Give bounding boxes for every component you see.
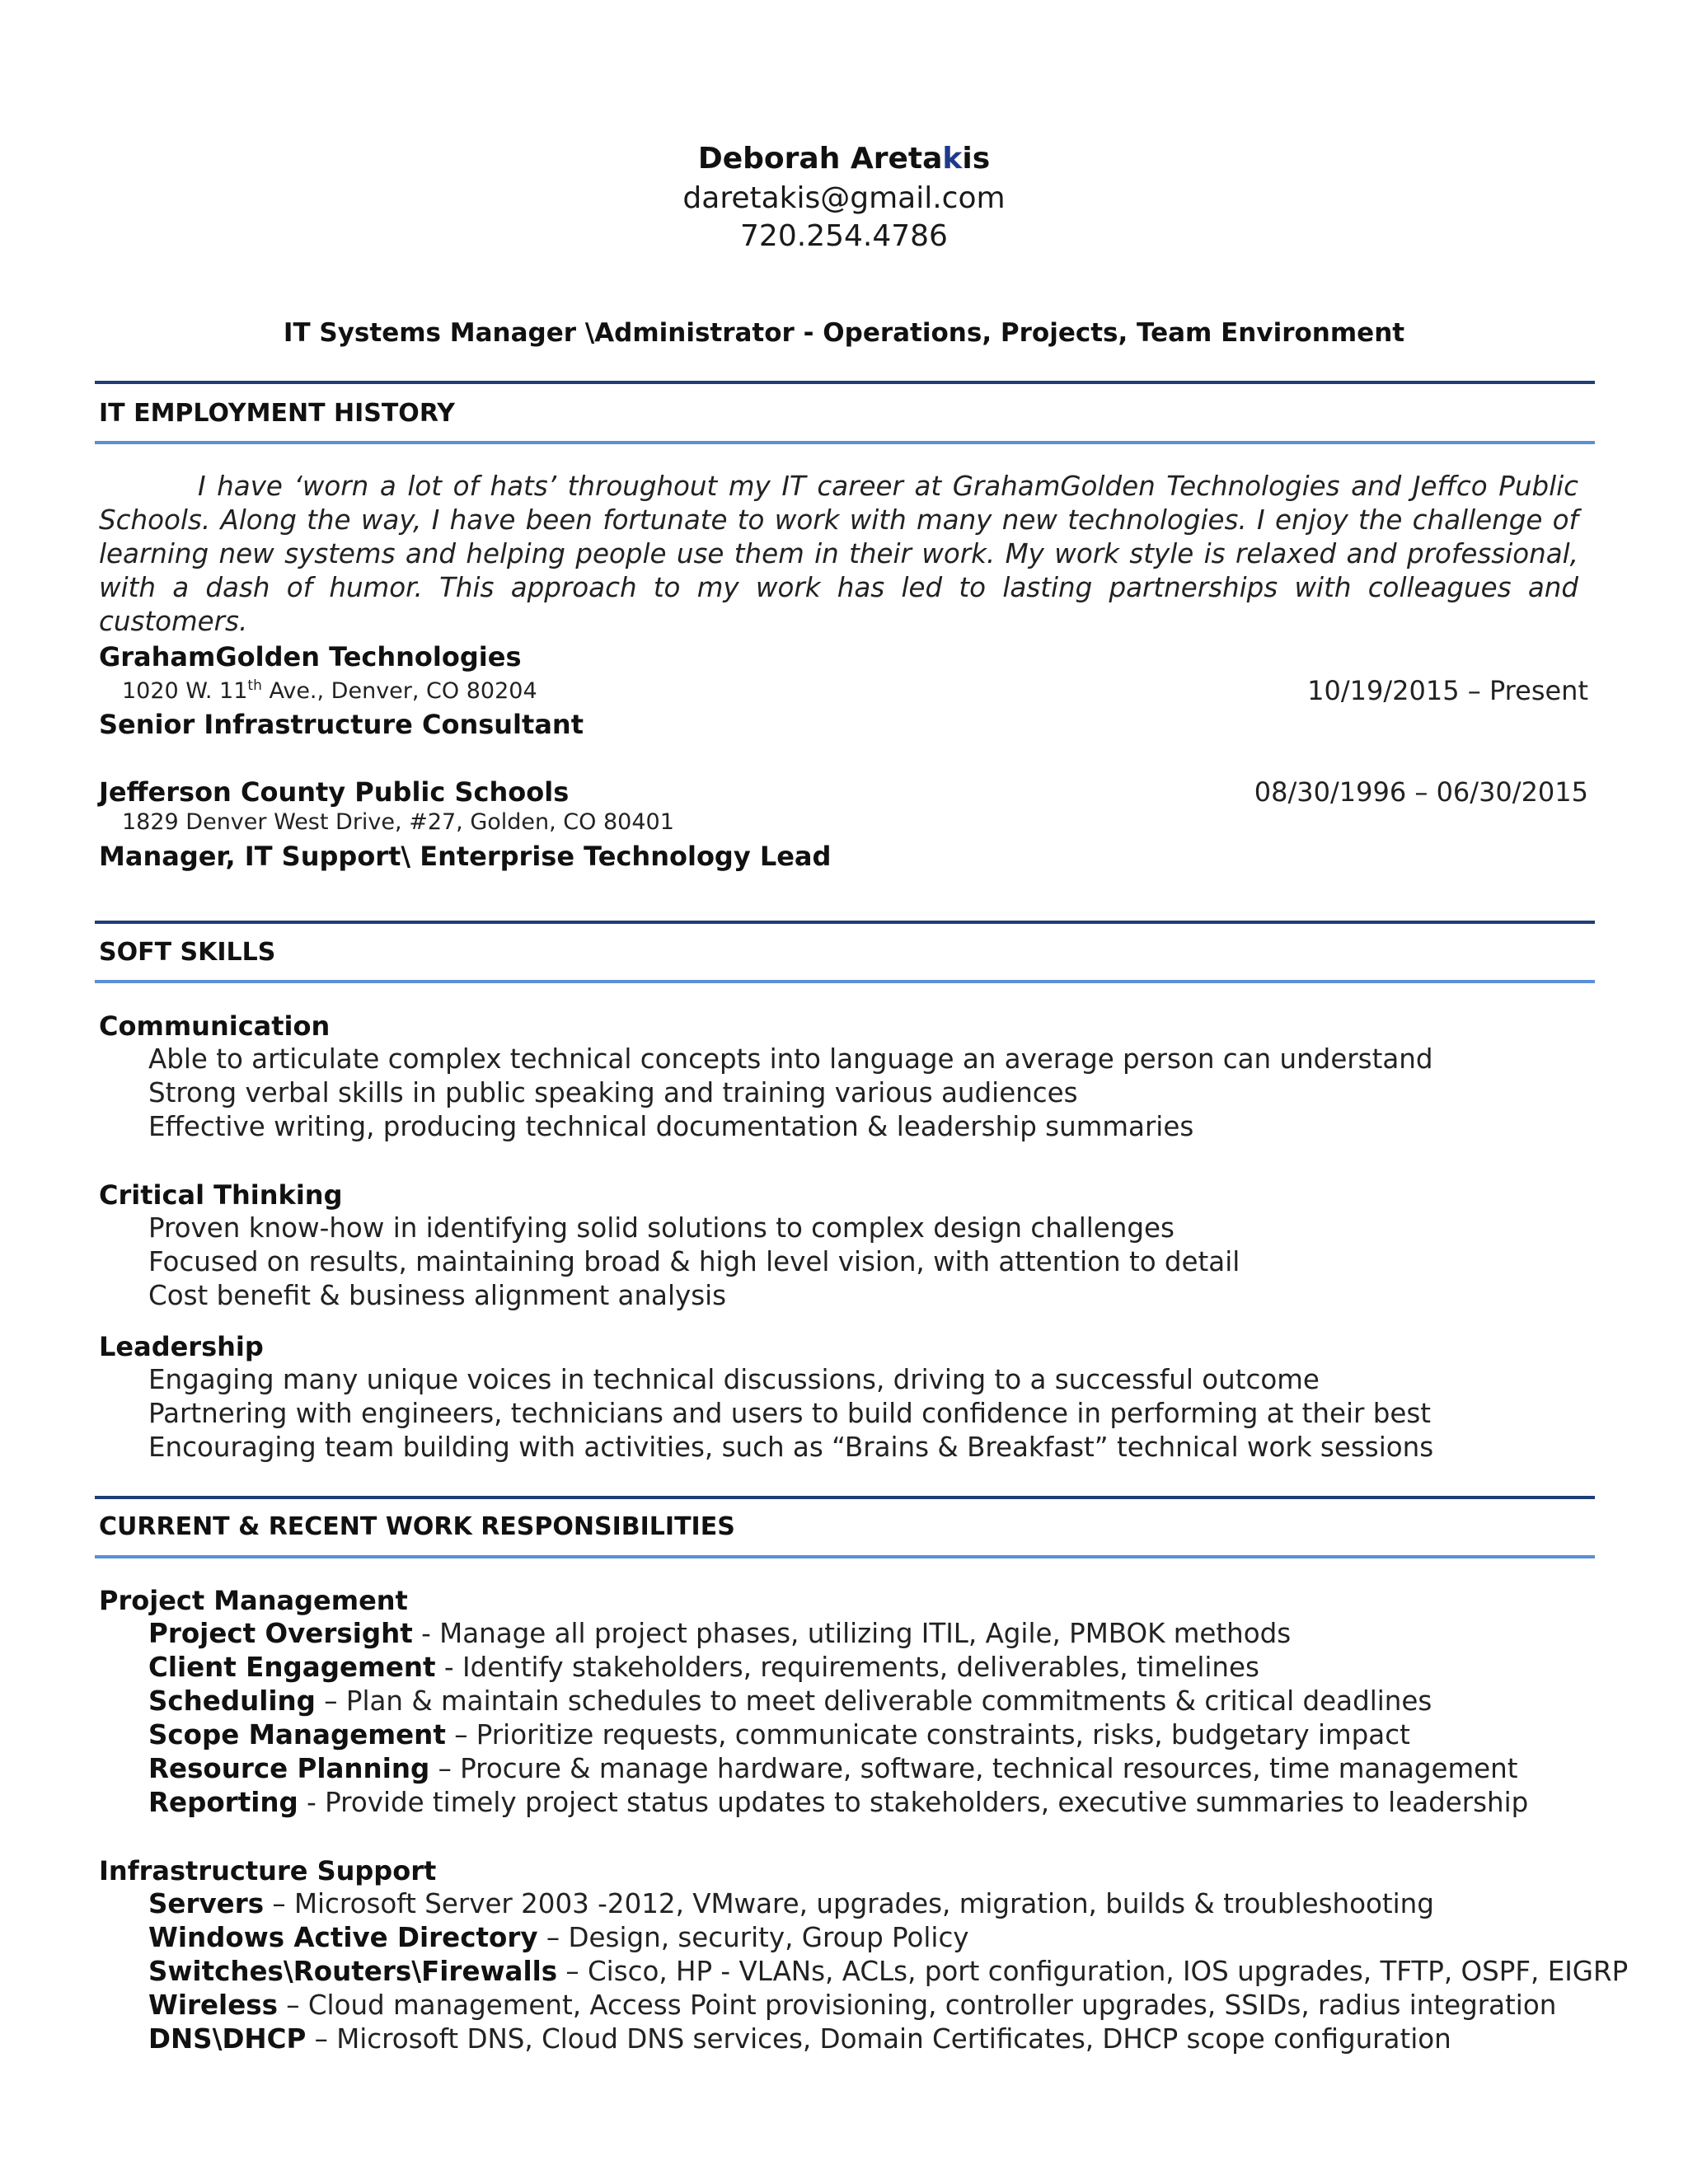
skill-item: Cost benefit & business alignment analysis [148, 1280, 727, 1311]
skill-heading: Critical Thinking [99, 1179, 343, 1211]
section-title-soft-skills: SOFT SKILLS [99, 938, 276, 967]
responsibility-label: Resource Planning [148, 1753, 430, 1784]
responsibility-item [148, 1888, 1434, 1919]
responsibility-label: Wireless [148, 1990, 278, 2021]
section-rule-bottom [95, 1555, 1595, 1558]
skill-item: Encouraging team building with activities, such as “Brains & Breakfast” technical work sessions [148, 1432, 1434, 1463]
responsibility-text: – Plan & maintain schedules to meet deliverable commitments & critical deadlines [315, 1685, 1432, 1717]
job-org: GrahamGolden Technologies [99, 641, 522, 673]
section-rule-top [95, 381, 1595, 384]
responsibility-text: - Manage all project phases, utilizing ITIL, Agile, PMBOK methods [412, 1618, 1292, 1649]
responsibility-text: – Prioritize requests, communicate constraints, risks, budgetary impact [445, 1719, 1410, 1750]
address-part: Ave., Denver, CO 80204 [261, 678, 537, 704]
responsibility-item [148, 1956, 1628, 1987]
section-rule-top [95, 921, 1595, 924]
responsibility-item [148, 1990, 1556, 2021]
address-superscript: th [247, 677, 262, 694]
skill-item: Effective writing, producing technical documentation & leadership summaries [148, 1111, 1194, 1142]
responsibility-label: Servers [148, 1888, 265, 1919]
job-address [122, 677, 537, 704]
responsibility-text: - Identify stakeholders, requirements, deliverables, timelines [435, 1652, 1259, 1683]
skill-item: Able to articulate complex technical concepts into language an average person can understand [148, 1043, 1433, 1075]
section-rule-bottom [95, 980, 1595, 983]
skill-item: Strong verbal skills in public speaking and training various audiences [148, 1077, 1078, 1108]
responsibility-heading: Project Management [99, 1585, 408, 1616]
responsibility-text: – Design, security, Group Policy [537, 1922, 969, 1953]
responsibility-item [148, 1753, 1517, 1784]
candidate-name [0, 142, 1688, 176]
employment-intro: I have ‘worn a lot of hats’ throughout my IT career at GrahamGolden Technologies and Jeffco Public Schools. Along the way, I have been fortunate to work with many new technologies. I enjoy the challenge of learning new systems and helping people use them in their work. My work style is relaxed and professional, with a dash of humor. This approach to my work has led to lasting partnerships with colleagues and customers. [99, 471, 1578, 637]
responsibility-item [148, 1618, 1291, 1649]
job-org: Jefferson County Public Schools [99, 776, 570, 808]
responsibility-label: Reporting [148, 1787, 298, 1818]
responsibility-label: DNS\DHCP [148, 2023, 307, 2055]
skill-heading: Leadership [99, 1331, 264, 1362]
responsibility-text: – Cisco, HP - VLANs, ACLs, port configuration, IOS upgrades, TFTP, OSPF, EIGRP [557, 1956, 1629, 1987]
responsibility-item [148, 1922, 969, 1953]
responsibility-text: – Procure & manage hardware, software, technical resources, time management [429, 1753, 1518, 1784]
responsibility-item [148, 2023, 1451, 2055]
name-end: is [962, 142, 991, 176]
responsibility-item [148, 1787, 1528, 1818]
phone-text: 720.254.4786 [740, 219, 948, 253]
responsibility-text: – Microsoft DNS, Cloud DNS services, Domain Certificates, DHCP scope configuration [306, 2023, 1451, 2055]
responsibility-label: Client Engagement [148, 1652, 436, 1683]
section-rule-bottom [95, 441, 1595, 444]
responsibility-label: Scope Management [148, 1719, 446, 1750]
responsibility-item [148, 1685, 1432, 1717]
job-role: Manager, IT Support\ Enterprise Technology Lead [99, 841, 832, 872]
responsibility-label: Project Oversight [148, 1618, 413, 1649]
headline: IT Systems Manager \Administrator - Operations, Projects, Team Environment [283, 318, 1405, 348]
responsibility-label: Windows Active Directory [148, 1922, 538, 1953]
email-text: daretakis@gmail.com [682, 181, 1006, 215]
responsibility-text: – Cloud management, Access Point provisioning, controller upgrades, SSIDs, radius integration [277, 1990, 1557, 2021]
responsibility-text: – Microsoft Server 2003 -2012, VMware, upgrades, migration, builds & troubleshooting [264, 1888, 1434, 1919]
responsibility-item [148, 1719, 1410, 1750]
address-part: 1020 W. 11 [122, 678, 248, 704]
responsibility-heading: Infrastructure Support [99, 1855, 437, 1886]
job-address: 1829 Denver West Drive, #27, Golden, CO 80401 [122, 809, 674, 835]
name-main: Deborah Areta [697, 142, 943, 176]
responsibility-label: Switches\Routers\Firewalls [148, 1956, 558, 1987]
job-dates: 10/19/2015 – Present [1307, 675, 1588, 706]
skill-item: Focused on results, maintaining broad & high level vision, with attention to detail [148, 1246, 1240, 1277]
responsibility-item [148, 1652, 1259, 1683]
job-role: Senior Infrastructure Consultant [99, 709, 584, 740]
skill-item: Proven know-how in identifying solid solutions to complex design challenges [148, 1212, 1175, 1244]
name-accent: k [942, 142, 963, 176]
section-title-responsibilities: CURRENT & RECENT WORK RESPONSIBILITIES [99, 1512, 735, 1541]
skill-item: Partnering with engineers, technicians and users to build confidence in performing at their best [148, 1398, 1432, 1429]
responsibility-label: Scheduling [148, 1685, 316, 1717]
section-title-employment: IT EMPLOYMENT HISTORY [99, 399, 455, 428]
section-rule-top [95, 1496, 1595, 1499]
skill-item: Engaging many unique voices in technical discussions, driving to a successful outcome [148, 1364, 1320, 1395]
skill-heading: Communication [99, 1010, 331, 1042]
responsibility-text: - Provide timely project status updates to stakeholders, executive summaries to leadership [298, 1787, 1529, 1818]
job-dates: 08/30/1996 – 06/30/2015 [1254, 776, 1588, 808]
